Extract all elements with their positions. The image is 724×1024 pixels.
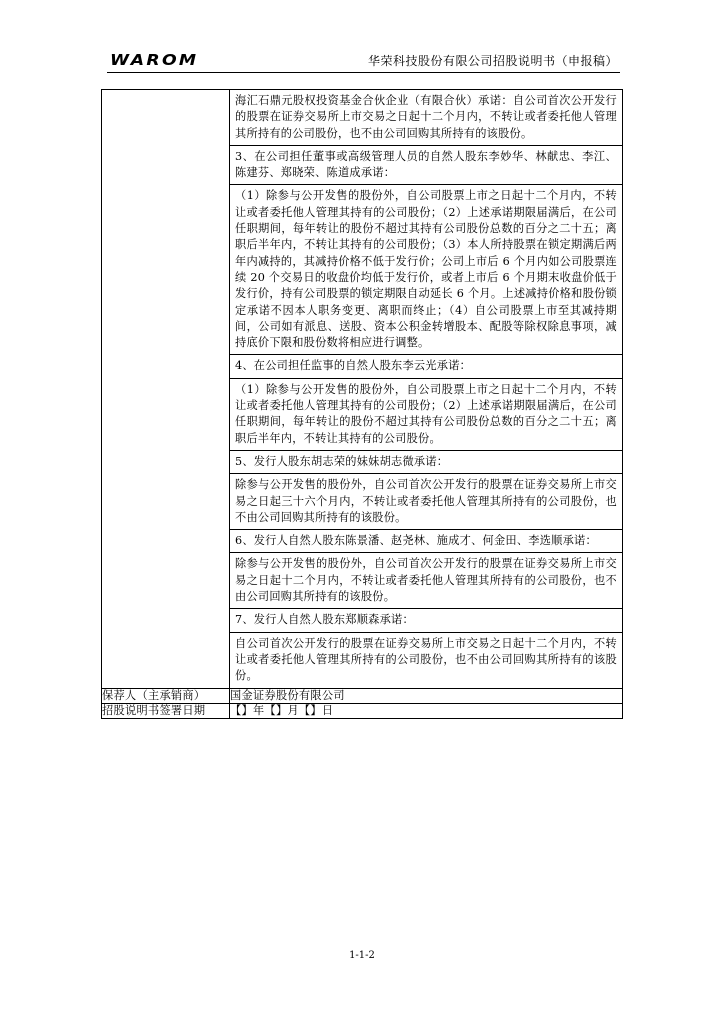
sponsor-value: 国金证券股份有限公司 bbox=[230, 688, 623, 703]
paragraph: （1）除参与公开发售的股份外，自公司股票上市之日起十二个月内，不转让或者委托他人管理其持有的公司股份；（2）上述承诺期限届满后，在公司任职期间，每年转让的股份不超过其持有公司股份总数的百分之二十五；离职后半年内，不转让其持有的公司股份；（3）本人所持股票在锁定期满后两年内减持的，其减持价格不低于发行价；公司上市后 6 个月内如公司股票连续 20 个交易日的收盘价均低于发行价，或者上市后 6 个月期末收盘价低于发行价，持有公司股票的锁定期限自动延长 6 个月。上述减持价格和股份锁定承诺不因本人职务变更、离职而终止；（4）自公司股票上市至其减持期间，公司如有派息、送股、资本公积金转增股本、配股等除权除息事项，减持底价下限和股份数将相应进行调整。 bbox=[230, 184, 622, 354]
page-number: 1-1-2 bbox=[349, 950, 375, 961]
paragraph: 7、发行人自然人股东郑顺森承诺： bbox=[230, 608, 622, 631]
paragraph: 除参与公开发售的股份外，自公司首次公开发行的股票在证券交易所上市交易之日起十二个月内，不转让或者委托他人管理其所持有的公司股份，也不由公司回购其所持有的该股份。 bbox=[230, 552, 622, 608]
table-row bbox=[102, 703, 623, 718]
paragraph: 6、发行人自然人股东陈景潘、赵尧林、施成才、何金田、李选顺承诺： bbox=[230, 529, 622, 552]
page-header bbox=[107, 46, 620, 73]
sponsor-label: 保荐人（主承销商） bbox=[102, 688, 230, 703]
paragraph: （1）除参与公开发售的股份外，自公司股票上市之日起十二个月内，不转让或者委托他人管理其持有的公司股份；（2）上述承诺期限届满后，在公司任职期间，每年转让的股份不超过其持有公司股份总数的百分之二十五；离职后半年内，不转让其持有的公司股份。 bbox=[230, 378, 622, 450]
paragraph: 3、在公司担任董事或高级管理人员的自然人股东李妙华、林献忠、李江、陈建芬、郑晓荣、陈道成承诺： bbox=[230, 145, 622, 185]
paragraph: 除参与公开发售的股份外，自公司首次公开发行的股票在证券交易所上市交易之日起三十六个月内，不转让或者委托他人管理其所持有的公司股份，也不由公司回购其所持有的该股份。 bbox=[230, 473, 622, 529]
prospectus-table bbox=[101, 89, 623, 719]
table-row bbox=[102, 90, 623, 689]
signing-date-value: 【】年【】月【】日 bbox=[230, 703, 623, 718]
empty-label-cell bbox=[102, 90, 230, 689]
paragraph: 自公司首次公开发行的股票在证券交易所上市交易之日起十二个月内，不转让或者委托他人管理其所持有的公司股份，也不由公司回购其所持有的该股份。 bbox=[230, 632, 622, 688]
document-title: 华荣科技股份有限公司招股说明书（申报稿） bbox=[367, 54, 618, 68]
table-row bbox=[102, 688, 623, 703]
paragraph: 海汇石鼎元股权投资基金合伙企业（有限合伙）承诺：自公司首次公开发行的股票在证券交易所上市交易之日起十二个月内，不转让或者委托他人管理其所持有的公司股份，也不由公司回购其所持有的该股份。 bbox=[235, 94, 617, 140]
paragraph: 5、发行人股东胡志荣的妹妹胡志微承诺： bbox=[230, 450, 622, 473]
signing-date-label: 招股说明书签署日期 bbox=[102, 703, 230, 718]
paragraph: 4、在公司担任监事的自然人股东李云光承诺： bbox=[230, 354, 622, 377]
commitments-cell bbox=[230, 90, 623, 689]
company-logo: WAROM bbox=[110, 51, 199, 69]
